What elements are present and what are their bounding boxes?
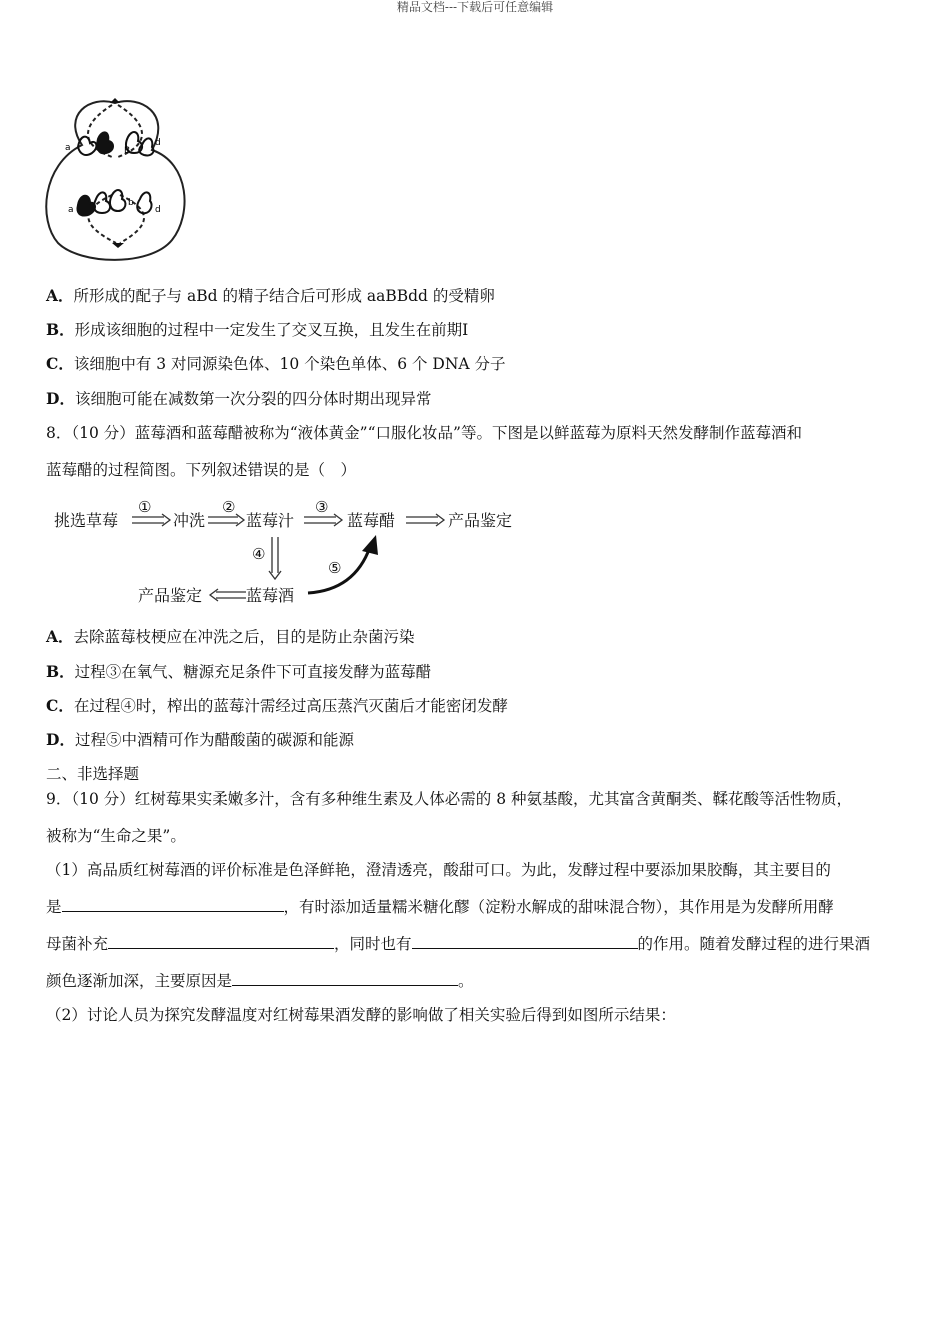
section-heading: 二、非选择题 (46, 765, 140, 783)
answer-blank-2[interactable] (108, 934, 334, 949)
q9-stem-line2: 被称为“生命之果”。 (46, 827, 186, 845)
gene-label-top-a: a (65, 143, 71, 153)
chromosomes-bottom (77, 190, 151, 215)
arrow-product-1 (406, 514, 444, 526)
q8-stem-line2: 蓝莓醋的过程简图。下列叙述错误的是（ ） (46, 461, 357, 479)
flow-step-4: ④ (252, 545, 266, 563)
answer-blank-1[interactable] (62, 897, 284, 912)
flow-step-5: ⑤ (328, 559, 342, 577)
chromosomes-top (78, 132, 154, 155)
q7-option-c: C．该细胞中有 3 对同源染色体、10 个染色单体、6 个 DNA 分子 (46, 354, 506, 373)
q8-option-d: D．过程⑤中酒精可作为醋酸菌的碳源和能源 (46, 730, 354, 749)
gene-label-bottom-d: d (155, 205, 161, 215)
spindle-bottom (88, 195, 144, 243)
flow-product-label-1: 产品鉴定 (448, 511, 513, 530)
page-header: 精品文档---下载后可任意编辑 (396, 0, 554, 14)
gene-label-top-d: d (155, 138, 161, 148)
gene-label-top-B: B (124, 146, 131, 156)
flow-step-1: ① (138, 498, 152, 516)
flow-step-3: ③ (315, 498, 329, 516)
flow-wash-label: 冲洗 (173, 511, 206, 530)
process-flow-diagram (50, 495, 530, 607)
q8-option-a: A．去除蓝莓枝梗应在冲洗之后，目的是防止杂菌污染 (46, 627, 415, 646)
flow-juice-label: 蓝莓汁 (246, 511, 295, 530)
arrow-4 (269, 537, 281, 579)
flow-step-2: ② (222, 498, 236, 516)
q7-option-a: A．所形成的配子与 aBd 的精子结合后可形成 aaBBdd 的受精卵 (46, 286, 495, 305)
answer-blank-4[interactable] (232, 971, 458, 986)
flow-vinegar-label: 蓝莓醋 (347, 511, 396, 530)
q7-option-d: D．该细胞可能在减数第一次分裂的四分体时期出现异常 (46, 389, 432, 408)
gene-label-bottom-b: b (128, 198, 134, 208)
q8-option-c: C．在过程④时，榨出的蓝莓汁需经过高压蒸汽灭菌后才能密闭发酵 (46, 696, 508, 715)
q8-option-b: B．过程③在氧气、糖源充足条件下可直接发酵为蓝莓醋 (46, 662, 432, 681)
q7-option-b: B．形成该细胞的过程中一定发生了交叉互换，且发生在前期Ⅰ (46, 320, 469, 339)
flow-wine-label: 蓝莓酒 (246, 586, 295, 605)
q9-part1-line3: 母菌补充 ，同时也有 的作用。随着发酵过程的进行果酒 (46, 935, 871, 953)
q8-stem-line1: 8．（10 分）蓝莓酒和蓝莓醋被称为“液体黄金”“口服化妆品”等。下图是以鲜蓝莓为原料天然发酵制作蓝莓酒和 (46, 424, 802, 442)
answer-blank-3[interactable] (412, 934, 638, 949)
cell-outline (46, 101, 184, 260)
flow-product-label-2: 产品鉴定 (138, 586, 203, 605)
q9-part1-line1: （1）高品质红树莓酒的评价标准是色泽鲜艳，澄清透亮，酸甜可口。为此，发酵过程中要添加果胶酶，其主要目的 (46, 861, 831, 879)
flow-select-label: 挑选草莓 (54, 511, 119, 530)
q9-stem-line1: 9．（10 分）红树莓果实柔嫩多汁，含有多种维生素及人体必需的 8 种氨基酸，尤其富含黄酮类、鞣花酸等活性物质， (46, 790, 852, 808)
q9-part1-line4: 颜色逐渐加深，主要原因是 。 (46, 972, 474, 990)
q9-part2: （2）讨论人员为探究发酵温度对红树莓果酒发酵的影响做了相关实验后得到如图所示结果： (46, 1006, 676, 1024)
cell-division-figure (40, 95, 200, 265)
arrow-to-product-2 (210, 589, 246, 601)
gene-label-bottom-a: a (68, 205, 74, 215)
q9-part1-line2: 是 ，有时添加适量糯米糖化醪（淀粉水解成的甜味混合物），其作用是为发酵所用酵 (46, 898, 834, 916)
